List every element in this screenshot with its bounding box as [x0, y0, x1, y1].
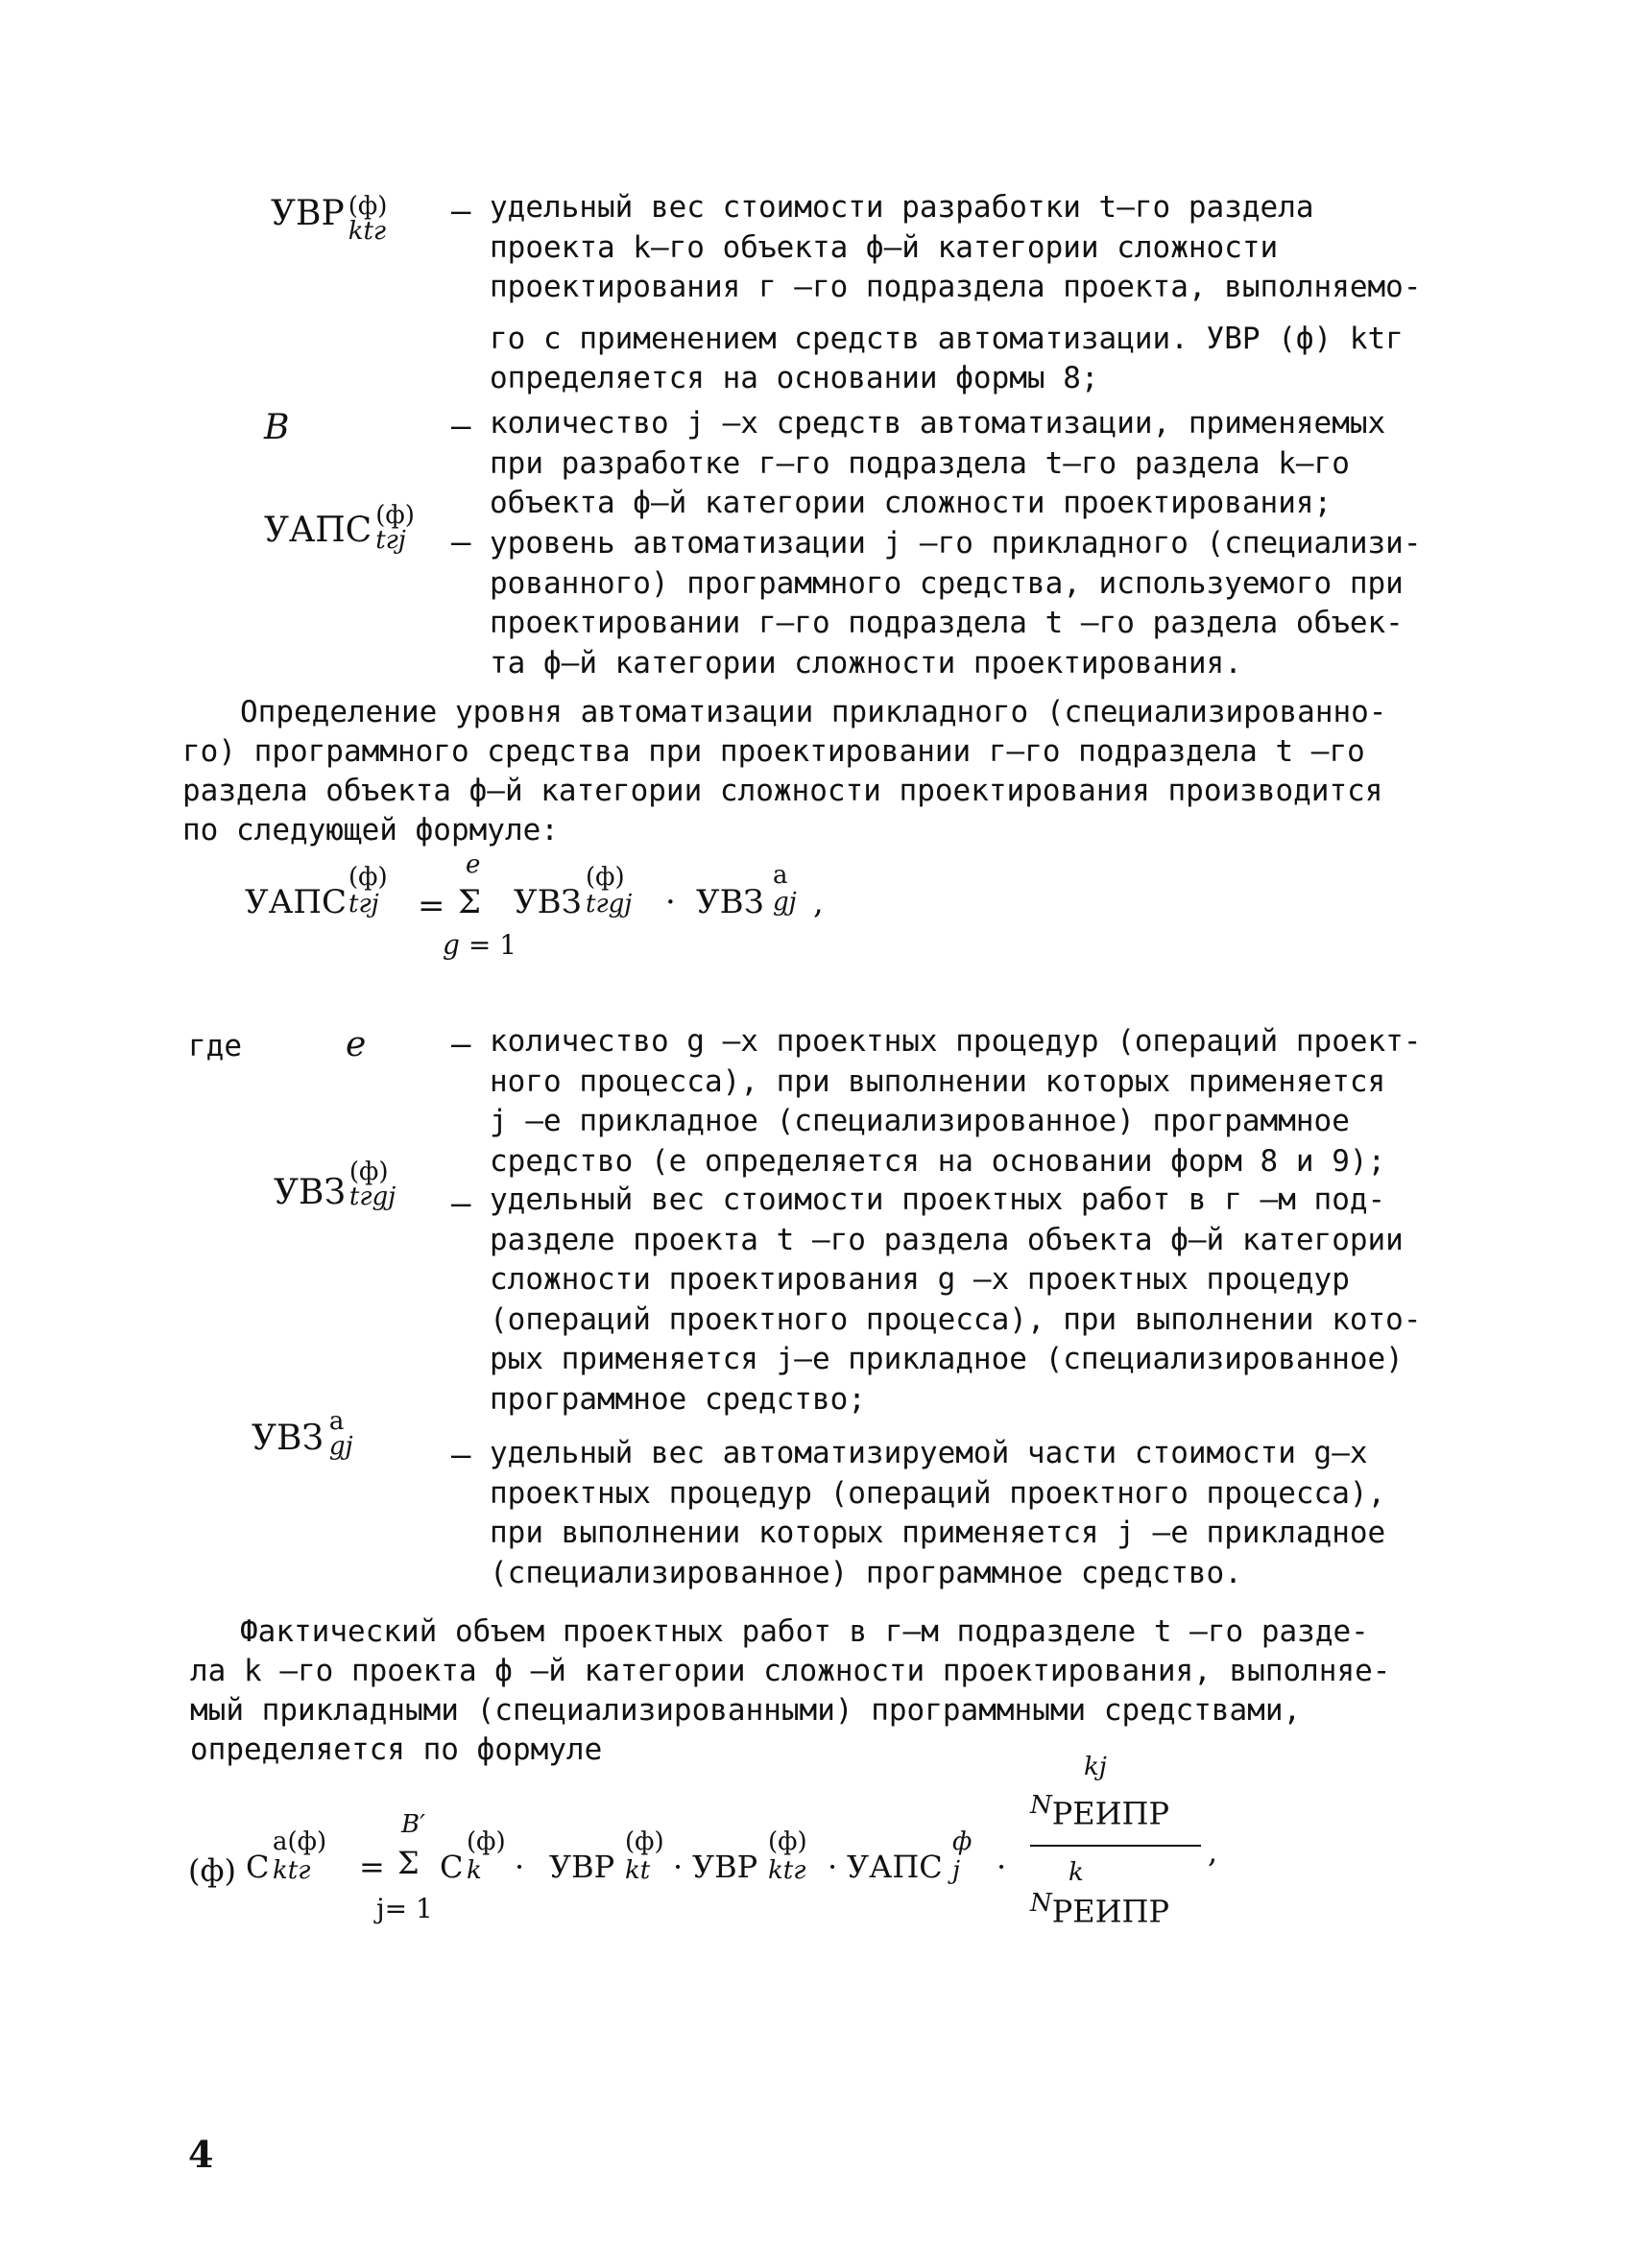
term-e: e [346, 1025, 367, 1064]
definition-uaps-text: уровень автоматизации j –го прикладного (специализи- рованного) программного средства, используемого при проектировании г–го подраздела t –го раздела объек- та ф–й категории сложности проектирования. [490, 526, 1422, 680]
term-uvr: УВР (ф) ktг [271, 192, 388, 246]
definition-uvr-text: удельный вес стоимости разработки t–го раздела проекта k–го объекта ф–й категории сложности проектирования г –го подраздела проекта, выполняемо- го с применением средств автоматизации. УВР (ф) ktг определяется на основании формы 8; [490, 190, 1422, 395]
term-b: B [264, 408, 290, 447]
paragraph-2: Фактический объем проектных работ в г–м подразделе t –го разде- ла k –го проекта ф –й категории сложности проектирования, выполняе- мый прикладными (специализированными) программными средствами, определяется по формуле [190, 1614, 1391, 1767]
definition-dash: – [451, 1184, 471, 1223]
paragraph-1: Определение уровня автоматизации прикладного (специализированно- го) программного средства при проектировании г–го подраздела t –го раздела объекта ф–й категории сложности проектирования производится по следующей формуле: [182, 695, 1387, 848]
definition-dash: – [451, 407, 471, 445]
definition-uvz-a-text: удельный вес автоматизируемой части стоимости g–х проектных процедур (операций проектного процесса), при выполнении которых применяется j –е прикладное (специализированное) программное средство. [490, 1436, 1386, 1590]
definition-dash: – [451, 1025, 471, 1063]
definition-e-text: количество g –х проектных процедур (операций проект- ного процесса), при выполнении которых применяется j –е прикладное (специализированное) программное средство (e определяется на основании форм 8 и 9); [490, 1024, 1422, 1179]
page-number: 4 [188, 2133, 214, 2176]
definition-dash: – [451, 1436, 471, 1474]
term-uaps: УАПС (ф) tгj [264, 501, 415, 555]
term-uvz: УВЗ (ф) tгgj [274, 1158, 396, 1212]
where-label: где [188, 1029, 242, 1063]
definition-dash: – [451, 192, 471, 230]
definition-b-text: количество j –х средств автоматизации, применяемых при разработке г–го подраздела t–го раздела k–го объекта ф–й категории сложности проектирования; [490, 406, 1386, 520]
definition-uvz-text: удельный вес стоимости проектных работ в г –м под- разделе проекта t –го раздела объекта ф–й категории сложности проектирования g –х проектных процедур (операций проектного процесса), при выполнении кото- рых применяется j–е прикладное (специализированное) программное средство; [490, 1182, 1422, 1417]
document-page: УВР (ф) ktг – удельный вес стоимости разработки t–го раздела проекта k–го объекта ф–й категории сложности проектирования г –го подраздела проекта, выполняемо- го с применением средств автоматизации. УВР (ф) ktг определяется на основании формы 8; B – количество j –х средств автоматизации, применяемых при разработке г–го подраздела t–го раздела k–го объекта ф–й категории сложности проектирования; УАПС (ф) tгj – уровень автоматизации j –го прикладного (специализи- рованного) программного средства, используемого при проектировании г–го подраздела t –го раздела объек- та ф–й категории сложности проектирования. Определение уровня автоматизации прикладного (специализированно- го) программного средства при проектировании г–го подраздела t –го раздела объекта ф–й категории сложности проектирования производится по следующей формуле: УАПС (ф) tгj = e Σ g = 1 УВЗ (ф) tгgj · УВЗ а gj , где e – количество g –х проектных процедур (операций проект- ного процесса), при выполнении которых применяется j –е прикладное (специализированное) программное средство (e определяется на основании форм 8 и 9); УВЗ (ф) tгgj – удельный вес стоимости проектных работ в г –м под- разделе проекта t –го раздела объекта ф–й категории сложности проектирования g –х проектных процедур (операций проектного процесса), при выполнении кото- рых применяется j–е прикладное (специализированное) программное средство; УВЗ а gj – удельный вес автоматизируемой части стоимости g–х проектных процедур (операций проектного процесса), при выполнении которых применяется j –е прикладное (специализированное) программное средство. Фактический объем проектных работ в г–м подразделе t –го разде- ла k –го проекта ф –й категории сложности проектирования, выполняе- мый прикладными (специализированными) программными средствами, определяется по формуле (ф) С а(ф) ktг = B′ Σ j= 1 С (ф) k · УВР (ф) kt · УВР (ф) ktг · УАПС ф j · kj $^N$РЕИПР k $^N$РЕИПР , 4 [182, 190, 1422, 2176]
term-uvz-a: УВЗ а gj [252, 1407, 353, 1461]
definition-dash: – [451, 523, 471, 561]
